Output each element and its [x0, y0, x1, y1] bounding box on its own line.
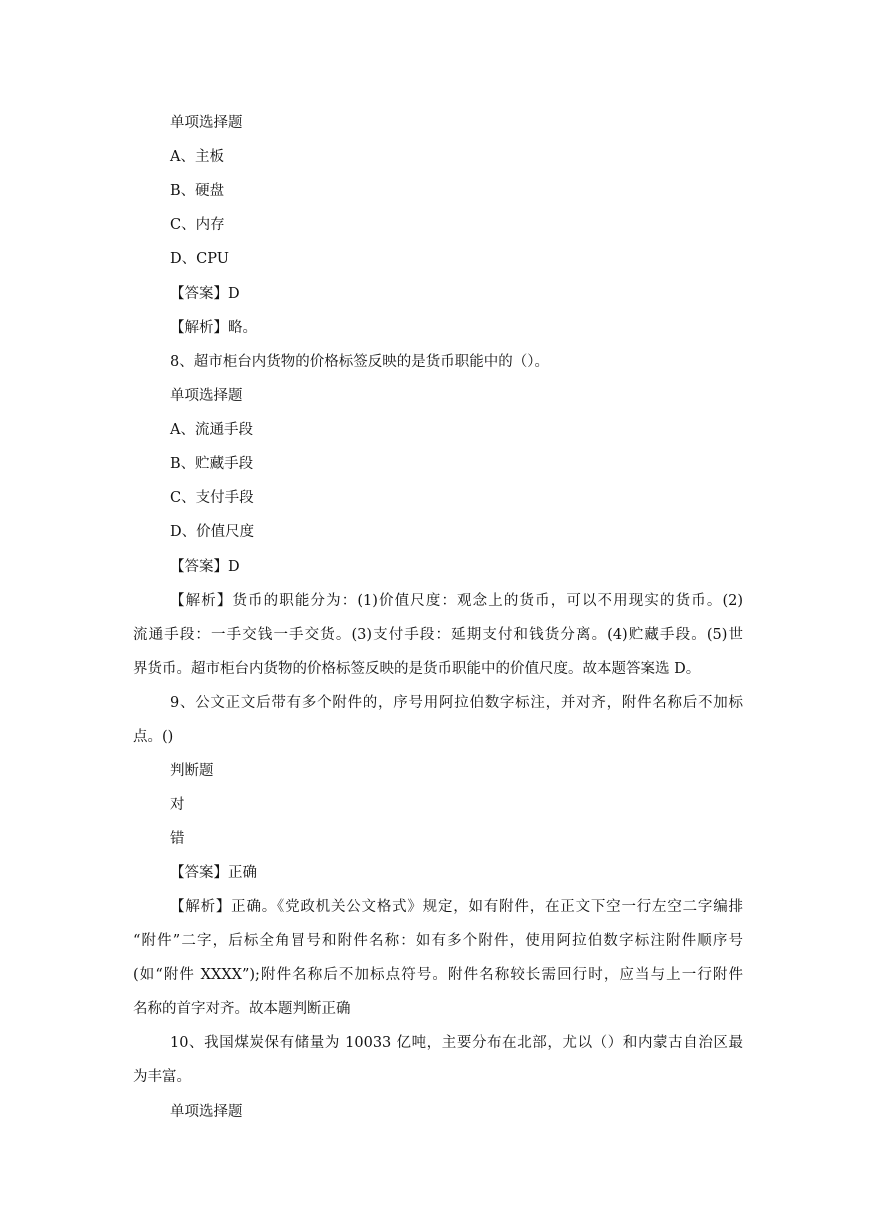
analysis-line: 【解析】正确。《党政机关公文格式》规定，如有附件，在正文下空一行左空二字编排: [170, 899, 743, 915]
option-c: C、支付手段: [170, 490, 254, 506]
answer-line: 【答案】正确: [170, 865, 257, 881]
question-type-label: 判断题: [170, 763, 214, 779]
option-d: D、CPU: [170, 251, 229, 267]
analysis-line: 【解析】货币的职能分为：(1)价值尺度：观念上的货币，可以不用现实的货币。(2): [170, 593, 743, 609]
analysis-line: 界货币。超市柜台内货物的价格标签反映的是货币职能中的价值尺度。故本题答案选 D。: [133, 661, 701, 677]
question-9-text: 点。(): [133, 729, 174, 745]
question-9-text: 9、公文正文后带有多个附件的，序号用阿拉伯数字标注，并对齐，附件名称后不加标: [170, 695, 743, 711]
analysis-line: 【解析】略。: [170, 320, 257, 336]
analysis-line: 名称的首字对齐。故本题判断正确: [133, 1001, 351, 1017]
analysis-line: 流通手段：一手交钱一手交货。(3)支付手段：延期支付和钱货分离。(4)贮藏手段。(5)世: [133, 627, 743, 643]
question-10-text: 10、我国煤炭保有储量为 10033 亿吨，主要分布在北部，尤以（）和内蒙古自治区最: [170, 1035, 743, 1051]
question-type-label: 单项选择题: [170, 1104, 243, 1120]
question-type-label: 单项选择题: [170, 388, 243, 404]
answer-line: 【答案】D: [170, 559, 240, 575]
option-a: A、主板: [170, 149, 224, 165]
question-10-text: 为丰富。: [133, 1069, 191, 1085]
option-c: C、内存: [170, 217, 225, 233]
option-b: B、硬盘: [170, 183, 225, 199]
analysis-line: “附件”二字，后标全角冒号和附件名称：如有多个附件，使用阿拉伯数字标注附件顺序号: [133, 933, 743, 949]
option-d: D、价值尺度: [170, 524, 255, 540]
option-true: 对: [170, 797, 185, 813]
question-type-label: 单项选择题: [170, 115, 243, 131]
option-a: A、流通手段: [170, 422, 253, 438]
option-false: 错: [170, 831, 185, 847]
analysis-line: (如“附件 XXXX”);附件名称后不加标点符号。附件名称较长需回行时，应当与上一行附件: [133, 967, 743, 983]
answer-line: 【答案】D: [170, 286, 240, 302]
option-b: B、贮藏手段: [170, 456, 254, 472]
question-8-text: 8、超市柜台内货物的价格标签反映的是货币职能中的（）。: [170, 354, 549, 370]
